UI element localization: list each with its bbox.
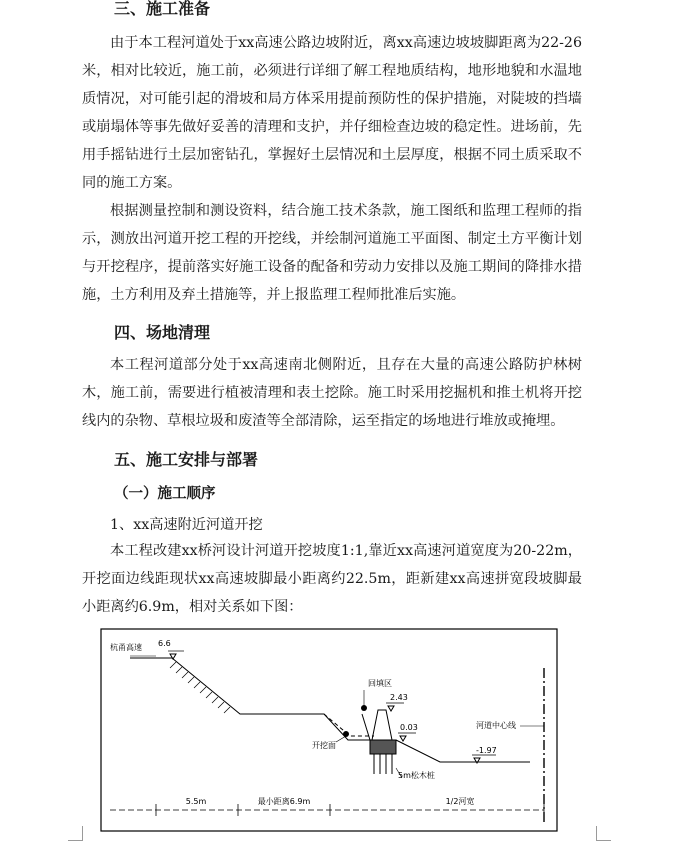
section-3-paragraph-2: 根据测量控制和测设资料，结合施工技术条款，施工图纸和监理工程师的指示，测放出河道开挖工程的开挖线，并绘制河道施工平面图、制定土方平衡计划与开挖程序，提前落实好施工设备的配备和劳动力安排以及施工期间的降排水措施，土方利用及弃土措施等，并上报监理工程师批准后实施。 xyxy=(82,203,582,303)
label-elev-top: 6.6 xyxy=(158,639,171,648)
dim-label-2: 最小距离6.9m xyxy=(257,797,311,806)
ground-profile-line xyxy=(130,658,396,740)
section-4-paragraph-1: 本工程河道部分处于xx高速南北侧附近，且存在大量的高速公路防护林树木，施工前，需要进行植被清理和表土挖除。施工时采用挖掘机和推土机将开挖线内的杂物、草根垃圾和废渣等全部清除，运至指定的场地进行堆放或掩埋。 xyxy=(82,357,582,429)
label-highway: 杭甬高速 xyxy=(110,643,142,652)
dimension-line xyxy=(110,804,544,816)
excavation-dashed-line xyxy=(324,714,374,736)
cross-section-figure xyxy=(100,628,560,836)
elevation-marker-mid xyxy=(398,733,416,741)
label-elev-mid: 0.03 xyxy=(400,723,418,732)
pile-structure xyxy=(370,710,396,774)
section-4-heading: 四、场地清理 xyxy=(114,323,211,342)
elevation-marker-pile xyxy=(386,703,404,711)
section-5-heading: 五、施工安排与部署 xyxy=(114,450,259,469)
subsection-heading: （一）施工顺序 xyxy=(114,486,216,502)
river-bottom-line xyxy=(396,740,530,762)
label-elev-pile: 2.43 xyxy=(390,693,408,702)
corner-mark-left xyxy=(68,826,83,841)
label-elev-bottom: -1.97 xyxy=(476,746,497,755)
section-3-heading: 三、施工准备 xyxy=(114,0,211,18)
dim-label-1: 5.5m xyxy=(185,797,207,806)
label-excavation: 开挖面 xyxy=(312,741,336,750)
corner-mark-right xyxy=(596,826,611,841)
section-5-paragraph-1: 本工程改建xx桥河设计河道开挖坡度1:1,靠近xx高速河道宽度为20-22m，开挖面边线距现状xx高速坡脚最小距离约22.5m，距新建xx高速拼宽段坡脚最小距离约6.9m，相对关系如下图： xyxy=(82,543,582,615)
figure-frame xyxy=(101,629,557,831)
dim-label-3: 1/2河宽 xyxy=(445,797,475,806)
label-backfill: 回填区 xyxy=(368,679,392,688)
excavation-leader xyxy=(336,736,346,742)
section-3-paragraph-1: 由于本工程河道处于xx高速公路边坡附近，离xx高速边坡坡脚距离为22-26米，相对比较近，施工前，必须进行详细了解工程地质结构，地形地貌和水温地质情况，对可能引起的滑坡和局方体采用提前预防性的保护措施，对陡坡的挡墙或崩塌体等事先做好妥善的清理和支护，并仔细检查边坡的稳定性。进场前，先用手摇钻进行土层加密钻孔，掌握好土层情况和土层厚度，根据不同土质采取不同的施工方案。 xyxy=(82,35,582,191)
numbered-item: 1、xx高速附近河道开挖 xyxy=(110,517,263,533)
slope-hatching xyxy=(170,662,230,713)
label-centerline: 河道中心线 xyxy=(476,721,516,730)
label-pile: 5m松木桩 xyxy=(398,771,435,780)
